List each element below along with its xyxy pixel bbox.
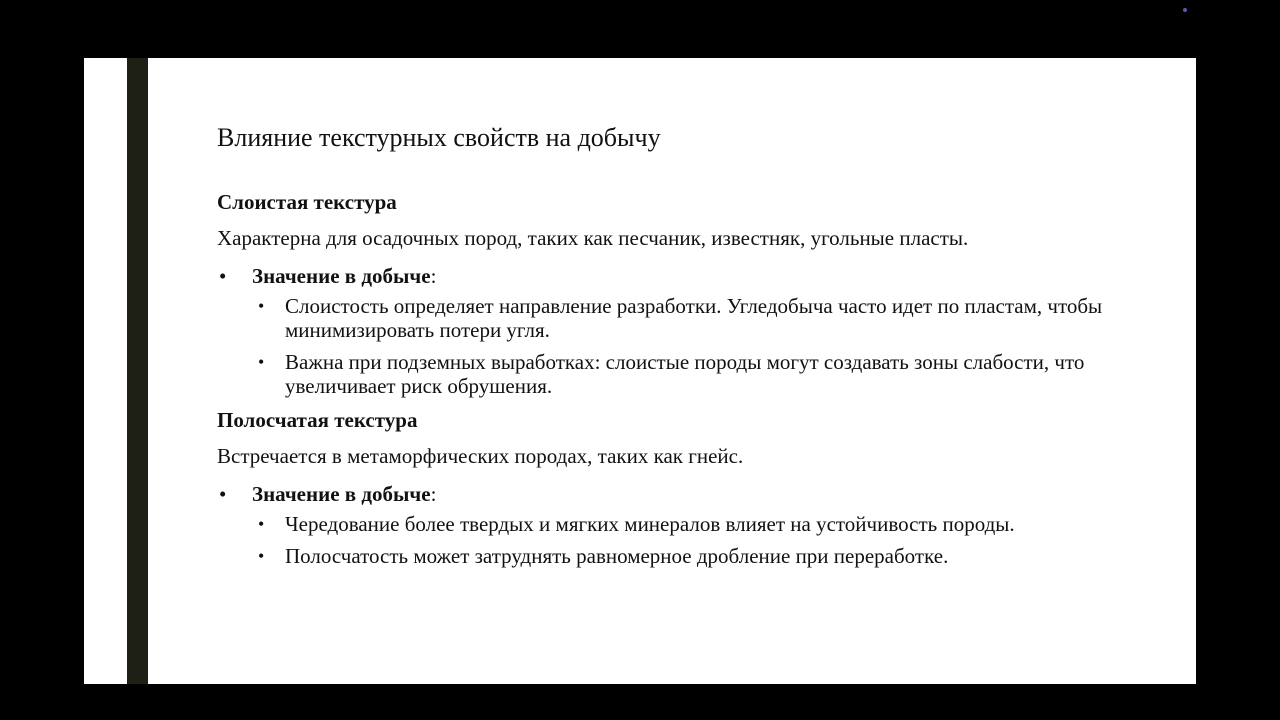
section-description: Встречается в метаморфических породах, таких как гнейс. <box>217 444 744 468</box>
slide-side-bar <box>127 58 148 684</box>
sub-bullet-item <box>217 350 1117 398</box>
sub-bullet-text: Чередование более твердых и мягких минералов влияет на устойчивость породы. <box>285 512 1015 536</box>
slide-title: Влияние текстурных свойств на добычу <box>217 123 661 152</box>
section-banded-texture <box>217 406 1117 568</box>
bullet-item <box>217 262 1117 290</box>
section-heading: Слоистая текстура <box>217 190 397 214</box>
bullet-mark: • <box>219 482 227 506</box>
sub-bullet-text: Слоистость определяет направление разработки. Угледобыча часто идет по пластам, чтобы минимизировать потери угля. <box>285 294 1103 342</box>
section-layered-texture <box>217 188 1117 398</box>
slide <box>84 58 1196 684</box>
bullet-mark: • <box>219 264 227 288</box>
bullet-suffix: : <box>430 482 437 506</box>
bullet-label: Значение в добыче <box>252 264 431 288</box>
sub-bullet-mark: • <box>258 546 265 566</box>
sub-bullet-mark: • <box>258 296 265 316</box>
sub-list <box>217 294 1117 398</box>
sub-bullet-item <box>217 544 1117 568</box>
section-heading: Полосчатая текстура <box>217 408 418 432</box>
bullet-item <box>217 480 1117 508</box>
sub-bullet-item <box>217 294 1117 342</box>
sub-bullet-mark: • <box>258 514 265 534</box>
sub-bullet-mark: • <box>258 352 265 372</box>
sub-bullet-text: Важна при подземных выработках: слоистые породы могут создавать зоны слабости, что увеличивает риск обрушения. <box>285 350 1085 398</box>
sub-list <box>217 512 1117 568</box>
sub-bullet-item <box>217 512 1117 536</box>
bullet-suffix: : <box>430 264 437 288</box>
bullet-label: Значение в добыче <box>252 482 431 506</box>
indicator-dot <box>1183 8 1187 12</box>
sub-bullet-text: Полосчатость может затруднять равномерное дробление при переработке. <box>285 544 949 568</box>
section-description: Характерна для осадочных пород, таких как песчаник, известняк, угольные пласты. <box>217 226 969 250</box>
slide-content <box>217 120 1117 576</box>
